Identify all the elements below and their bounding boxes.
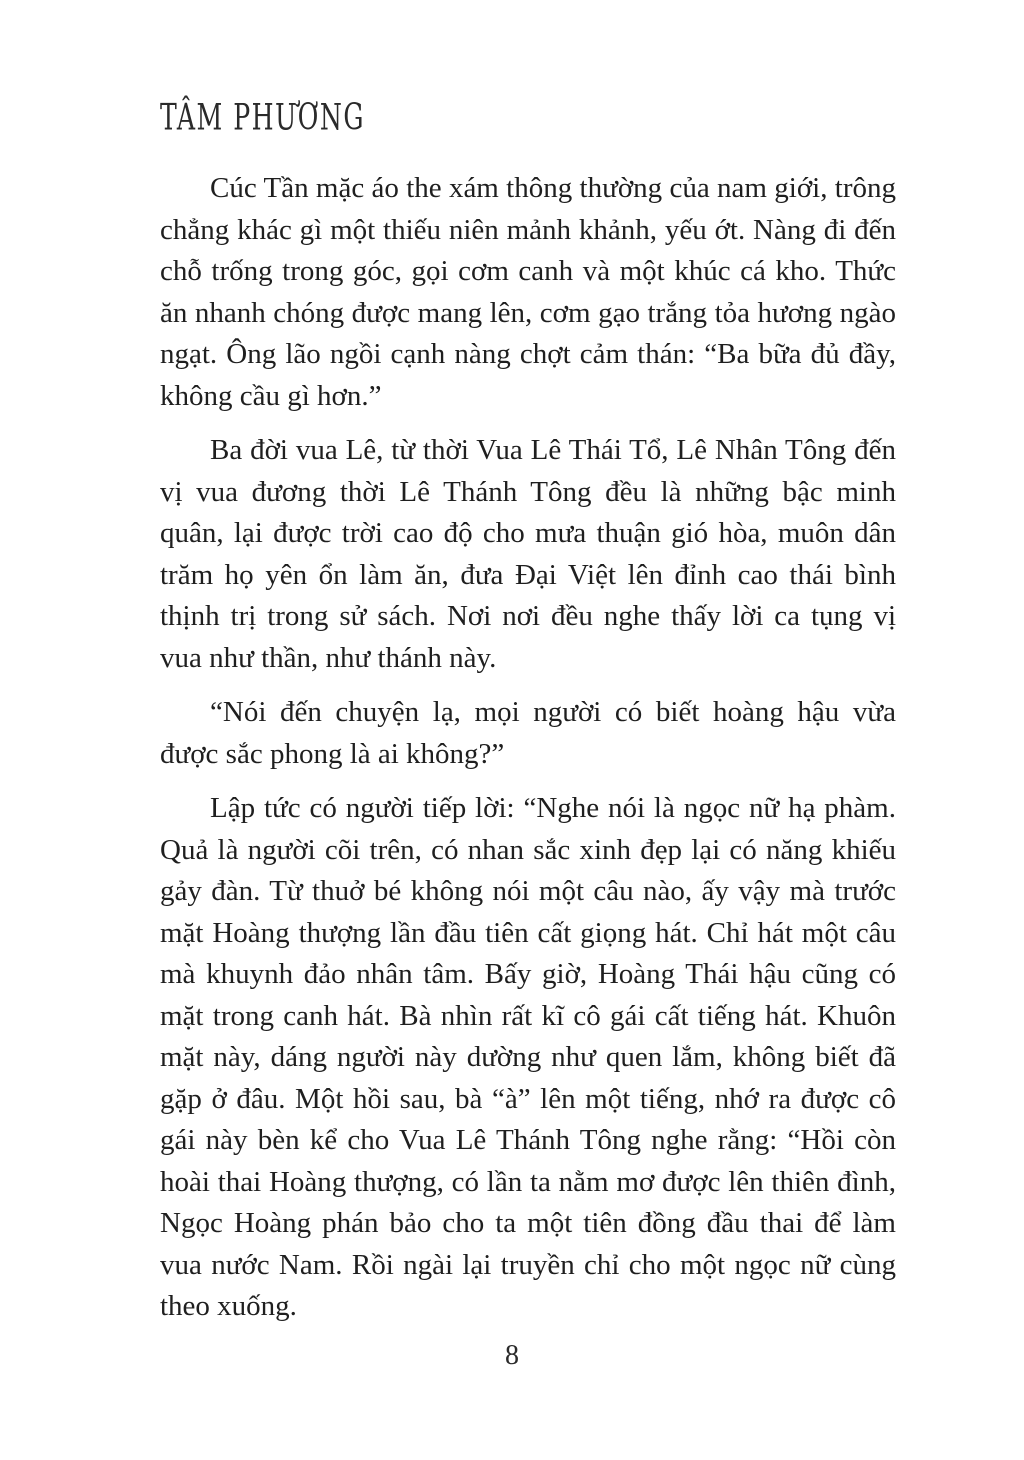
author-header: TÂM PHƯƠNG — [160, 96, 365, 140]
paragraph-3: “Nói đến chuyện lạ, mọi người có biết hoàng hậu vừa được sắc phong là ai không?” — [160, 696, 896, 770]
paragraph-1: Cúc Tần mặc áo the xám thông thường của nam giới, trông chẳng khác gì một thiếu niên mảnh khảnh, yếu ớt. Nàng đi đến chỗ trống trong góc, gọi cơm canh và một khúc cá kho. Thức ăn nhanh chóng được mang lên, cơm gạo trắng tỏa hương ngào ngạt. Ông lão ngồi cạnh nàng chợt cảm thán: “Ba bữa đủ đầy, không cầu gì hơn.” — [160, 172, 896, 412]
paragraph-2: Ba đời vua Lê, từ thời Vua Lê Thái Tổ, Lê Nhân Tông đến vị vua đương thời Lê Thánh Tông đều là những bậc minh quân, lại được trời cao độ cho mưa thuận gió hòa, muôn dân trăm họ yên ổn làm ăn, đưa Đại Việt lên đỉnh cao thái bình thịnh trị trong sử sách. Nơi nơi đều nghe thấy lời ca tụng vị vua như thần, như thánh này. — [160, 434, 896, 674]
paragraph-4: Lập tức có người tiếp lời: “Nghe nói là ngọc nữ hạ phàm. Quả là người cõi trên, có nhan sắc xinh đẹp lại có năng khiếu gảy đàn. Từ thuở bé không nói một câu nào, ấy vậy mà trước mặt Hoàng thượng lần đầu tiên cất giọng hát. Chỉ hát một câu mà khuynh đảo nhân tâm. Bấy giờ, Hoàng Thái hậu cũng có mặt trong canh hát. Bà nhìn rất kĩ cô gái cất tiếng hát. Khuôn mặt này, dáng người này dường như quen lắm, không biết đã gặp ở đâu. Một hồi sau, bà “à” lên một tiếng, nhớ ra được cô gái này bèn kể cho Vua Lê Thánh Tông nghe rằng: “Hồi còn hoài thai Hoàng thượng, có lần ta nằm mơ được lên thiên đình, Ngọc Hoàng phán bảo cho ta một tiên đồng đầu thai để làm vua nước Nam. Rồi ngài lại truyền chỉ cho một ngọc nữ cùng theo xuống. — [160, 792, 896, 1322]
page-number: 8 — [505, 1340, 519, 1371]
body-text — [160, 168, 896, 1341]
